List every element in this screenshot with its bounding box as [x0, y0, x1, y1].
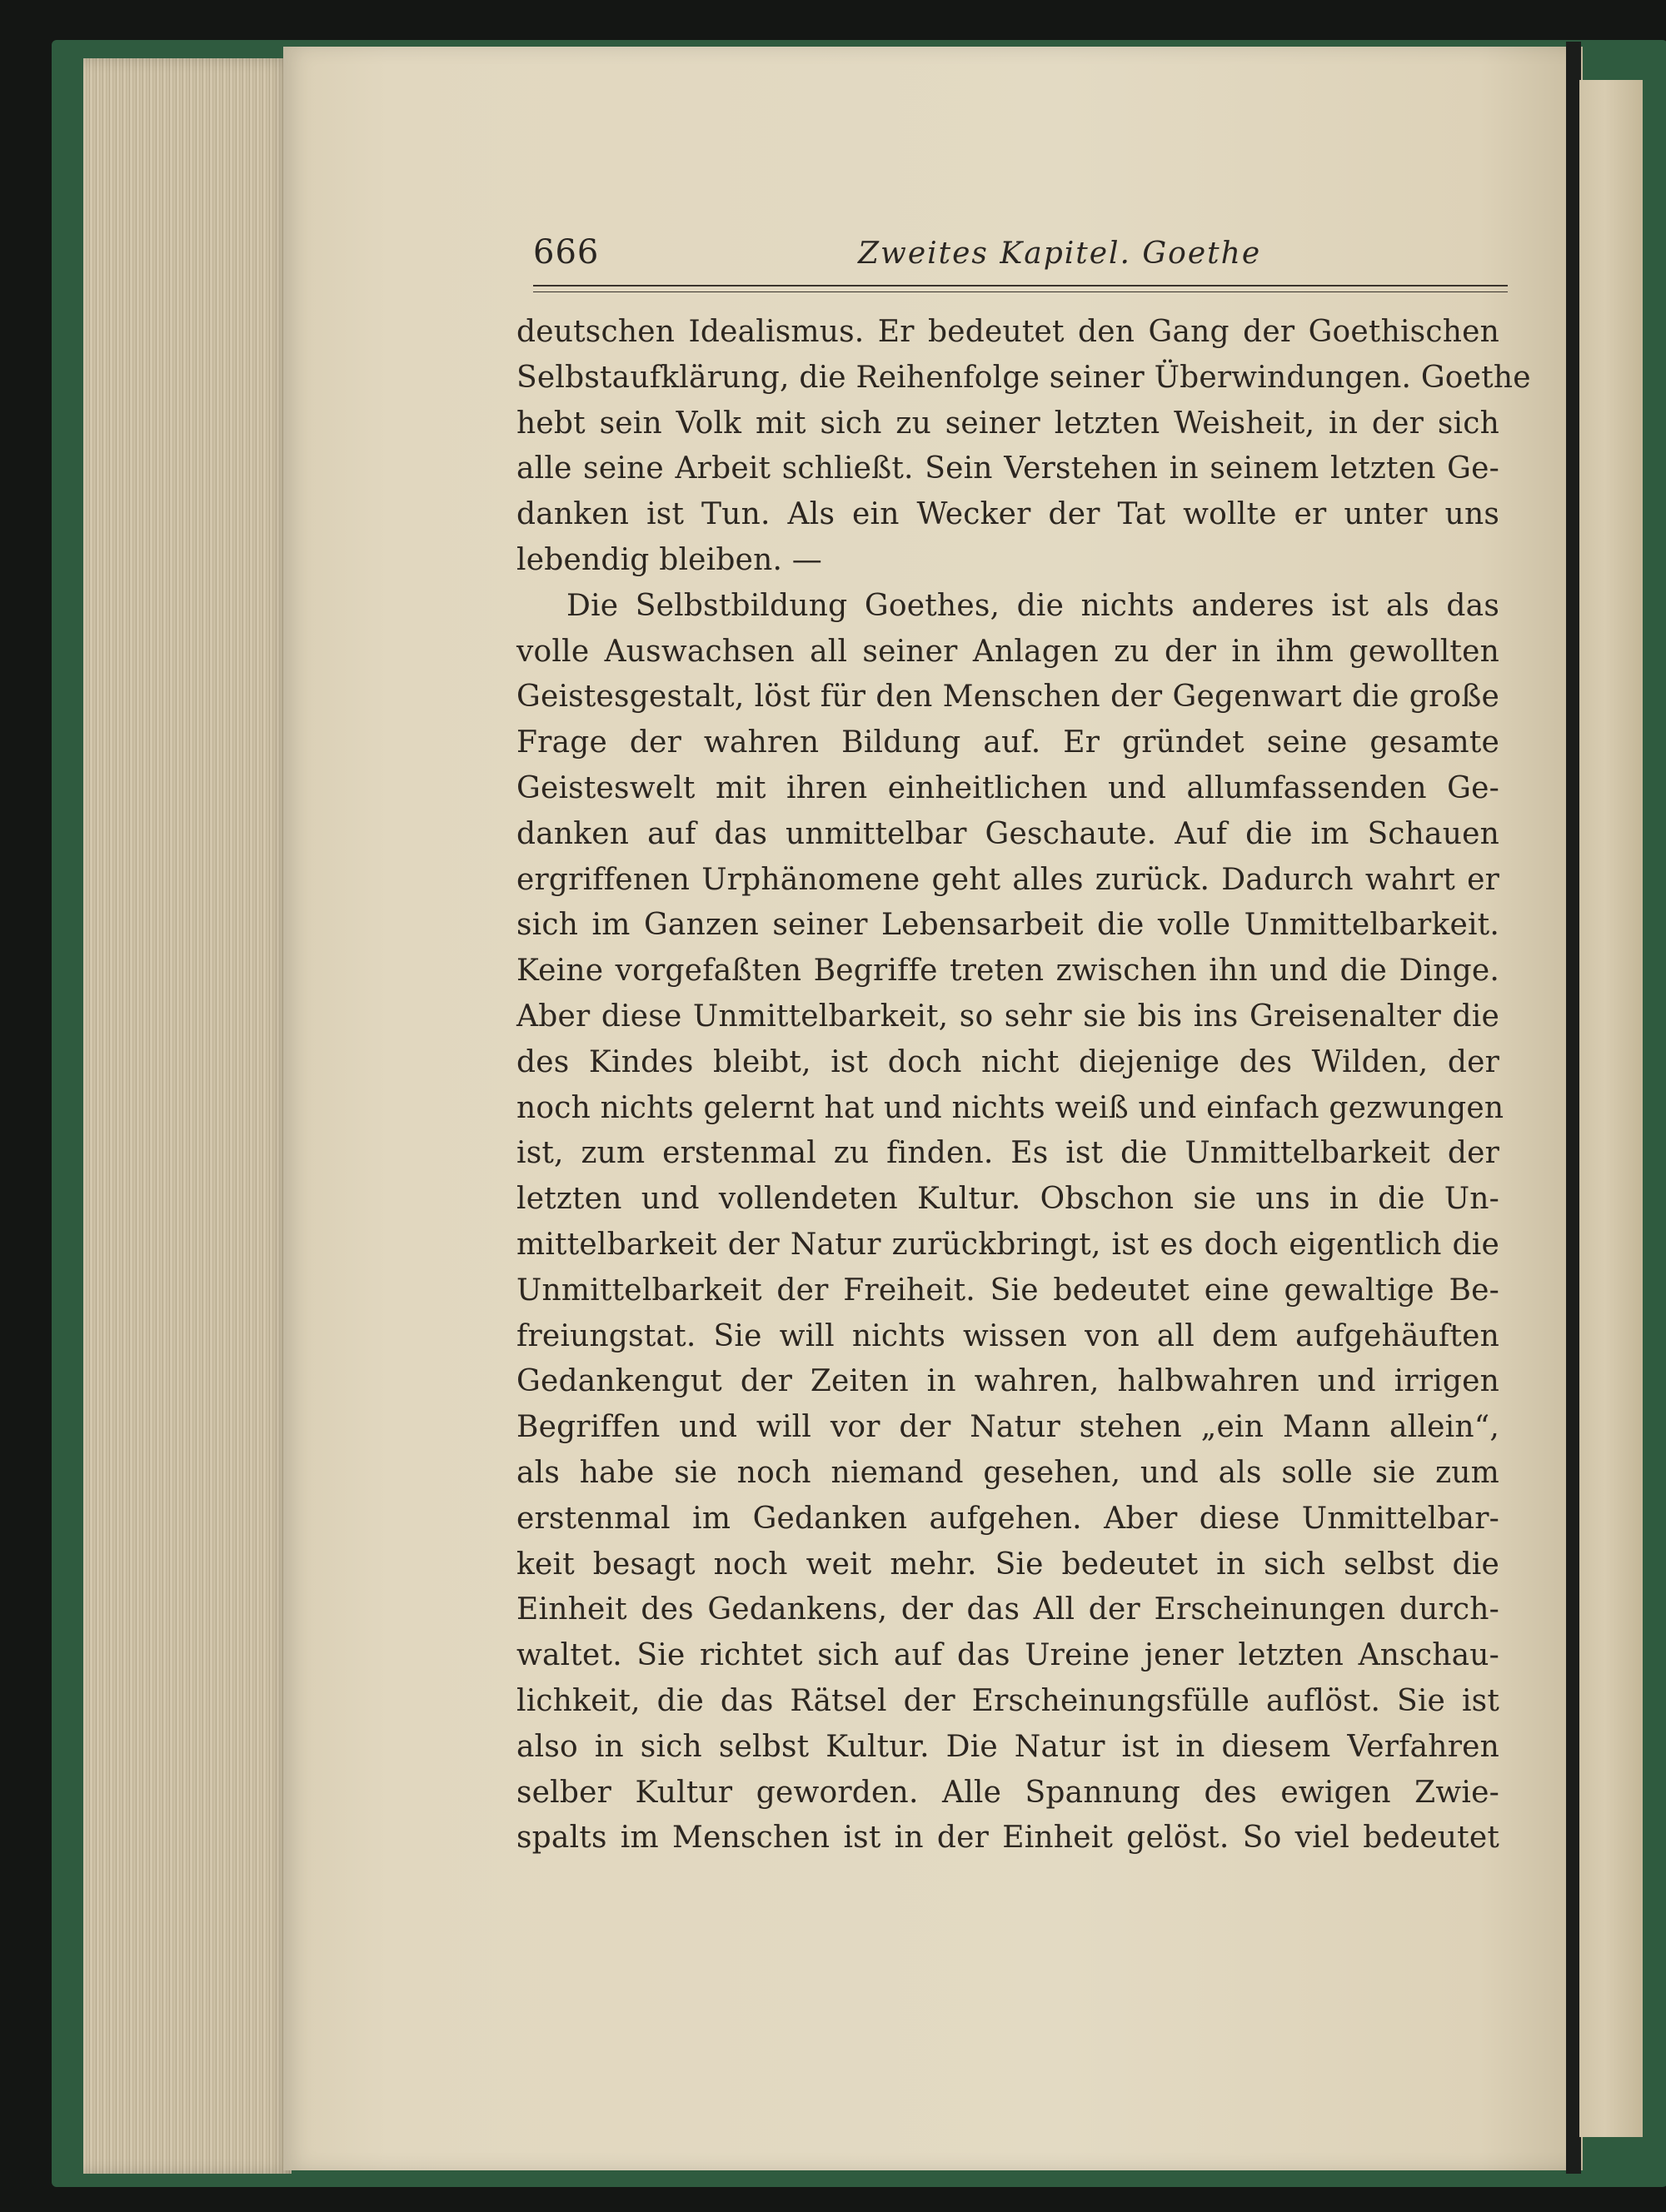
text-line: als habe sie noch niemand gesehen, und als solle sie zum: [516, 1455, 1499, 1490]
text-line: lichkeit, die das Rätsel der Erscheinungsfülle auflöst. Sie ist: [516, 1683, 1499, 1718]
header-rule-thin: [533, 291, 1508, 292]
text-line: Frage der wahren Bildung auf. Er gründet seine gesamte: [516, 725, 1499, 760]
text-line: sich im Ganzen seiner Lebensarbeit die volle Unmittelbarkeit.: [516, 908, 1499, 943]
body-text: [516, 310, 1531, 1861]
running-head: Zweites Kapitel. Goethe: [858, 237, 1262, 271]
text-line: keit besagt noch weit mehr. Sie bedeutet in sich selbst die: [516, 1547, 1499, 1582]
text-line: noch nichts gelernt hat und nichts weiß und einfach gezwungen: [516, 1090, 1504, 1125]
text-line: also in sich selbst Kultur. Die Natur ist in diesem Verfahren: [516, 1729, 1499, 1764]
text-line: Geisteswelt mit ihren einheitlichen und allumfassenden Ge-: [516, 770, 1499, 805]
facing-page-edge: [1579, 80, 1643, 2137]
header-rule: [533, 285, 1508, 286]
text-line: mittelbarkeit der Natur zurückbringt, ist es doch eigentlich die: [516, 1227, 1499, 1262]
text-line: hebt sein Volk mit sich zu seiner letzten Weisheit, in der sich: [516, 406, 1499, 441]
text-line: freiungstat. Sie will nichts wissen von all dem aufgehäuften: [516, 1318, 1499, 1353]
paragraph-start-line: Die Selbstbildung Goethes, die nichts anderes ist als das: [566, 588, 1499, 623]
text-line: Selbstaufklärung, die Reihenfolge seiner Überwindungen. Goethe: [516, 360, 1531, 395]
text-line: letzten und vollendeten Kultur. Obschon sie uns in die Un-: [516, 1182, 1499, 1217]
text-line: Geistesgestalt, löst für den Menschen der Gegenwart die große: [516, 680, 1499, 715]
text-line: Gedankengut der Zeiten in wahren, halbwahren und irrigen: [516, 1364, 1499, 1399]
text-line: danken auf das unmittelbar Geschaute. Auf die im Schauen: [516, 816, 1499, 851]
text-line: deutschen Idealismus. Er bedeutet den Gang der Goethischen: [516, 315, 1499, 349]
text-line: ergriffenen Urphänomene geht alles zurück. Dadurch wahrt er: [516, 862, 1499, 897]
page-edges: [83, 58, 292, 2174]
text-line: Unmittelbarkeit der Freiheit. Sie bedeutet eine gewaltige Be-: [516, 1273, 1499, 1308]
text-line: alle seine Arbeit schließt. Sein Verstehen in seinem letzten Ge-: [516, 451, 1499, 486]
text-line: lebendig bleiben. —: [516, 542, 822, 577]
text-line: spalts im Menschen ist in der Einheit gelöst. So viel bedeutet: [516, 1821, 1499, 1856]
text-line: erstenmal im Gedanken aufgehen. Aber diese Unmittelbar-: [516, 1501, 1499, 1536]
text-line: selber Kultur geworden. Alle Spannung des ewigen Zwie-: [516, 1775, 1499, 1810]
text-line: des Kindes bleibt, ist doch nicht diejenige des Wilden, der: [516, 1044, 1499, 1079]
text-line: Einheit des Gedankens, der das All der Erscheinungen durch-: [516, 1592, 1499, 1627]
text-line: waltet. Sie richtet sich auf das Ureine jener letzten Anschau-: [516, 1638, 1499, 1673]
page-number: 666: [533, 233, 600, 272]
text-line: danken ist Tun. Als ein Wecker der Tat wollte er unter uns: [516, 497, 1499, 532]
text-line: Aber diese Unmittelbarkeit, so sehr sie bis ins Greisenalter die: [516, 999, 1499, 1034]
text-line: Keine vorgefaßten Begriffe treten zwischen ihn und die Dinge.: [516, 954, 1499, 989]
page-header: [533, 225, 1508, 275]
text-line: volle Auswachsen all seiner Anlagen zu der in ihm gewollten: [516, 634, 1499, 669]
text-line: Begriffen und will vor der Natur stehen „ein Mann allein“,: [516, 1410, 1499, 1445]
text-line: ist, zum erstenmal zu finden. Es ist die Unmittelbarkeit der: [516, 1136, 1499, 1171]
